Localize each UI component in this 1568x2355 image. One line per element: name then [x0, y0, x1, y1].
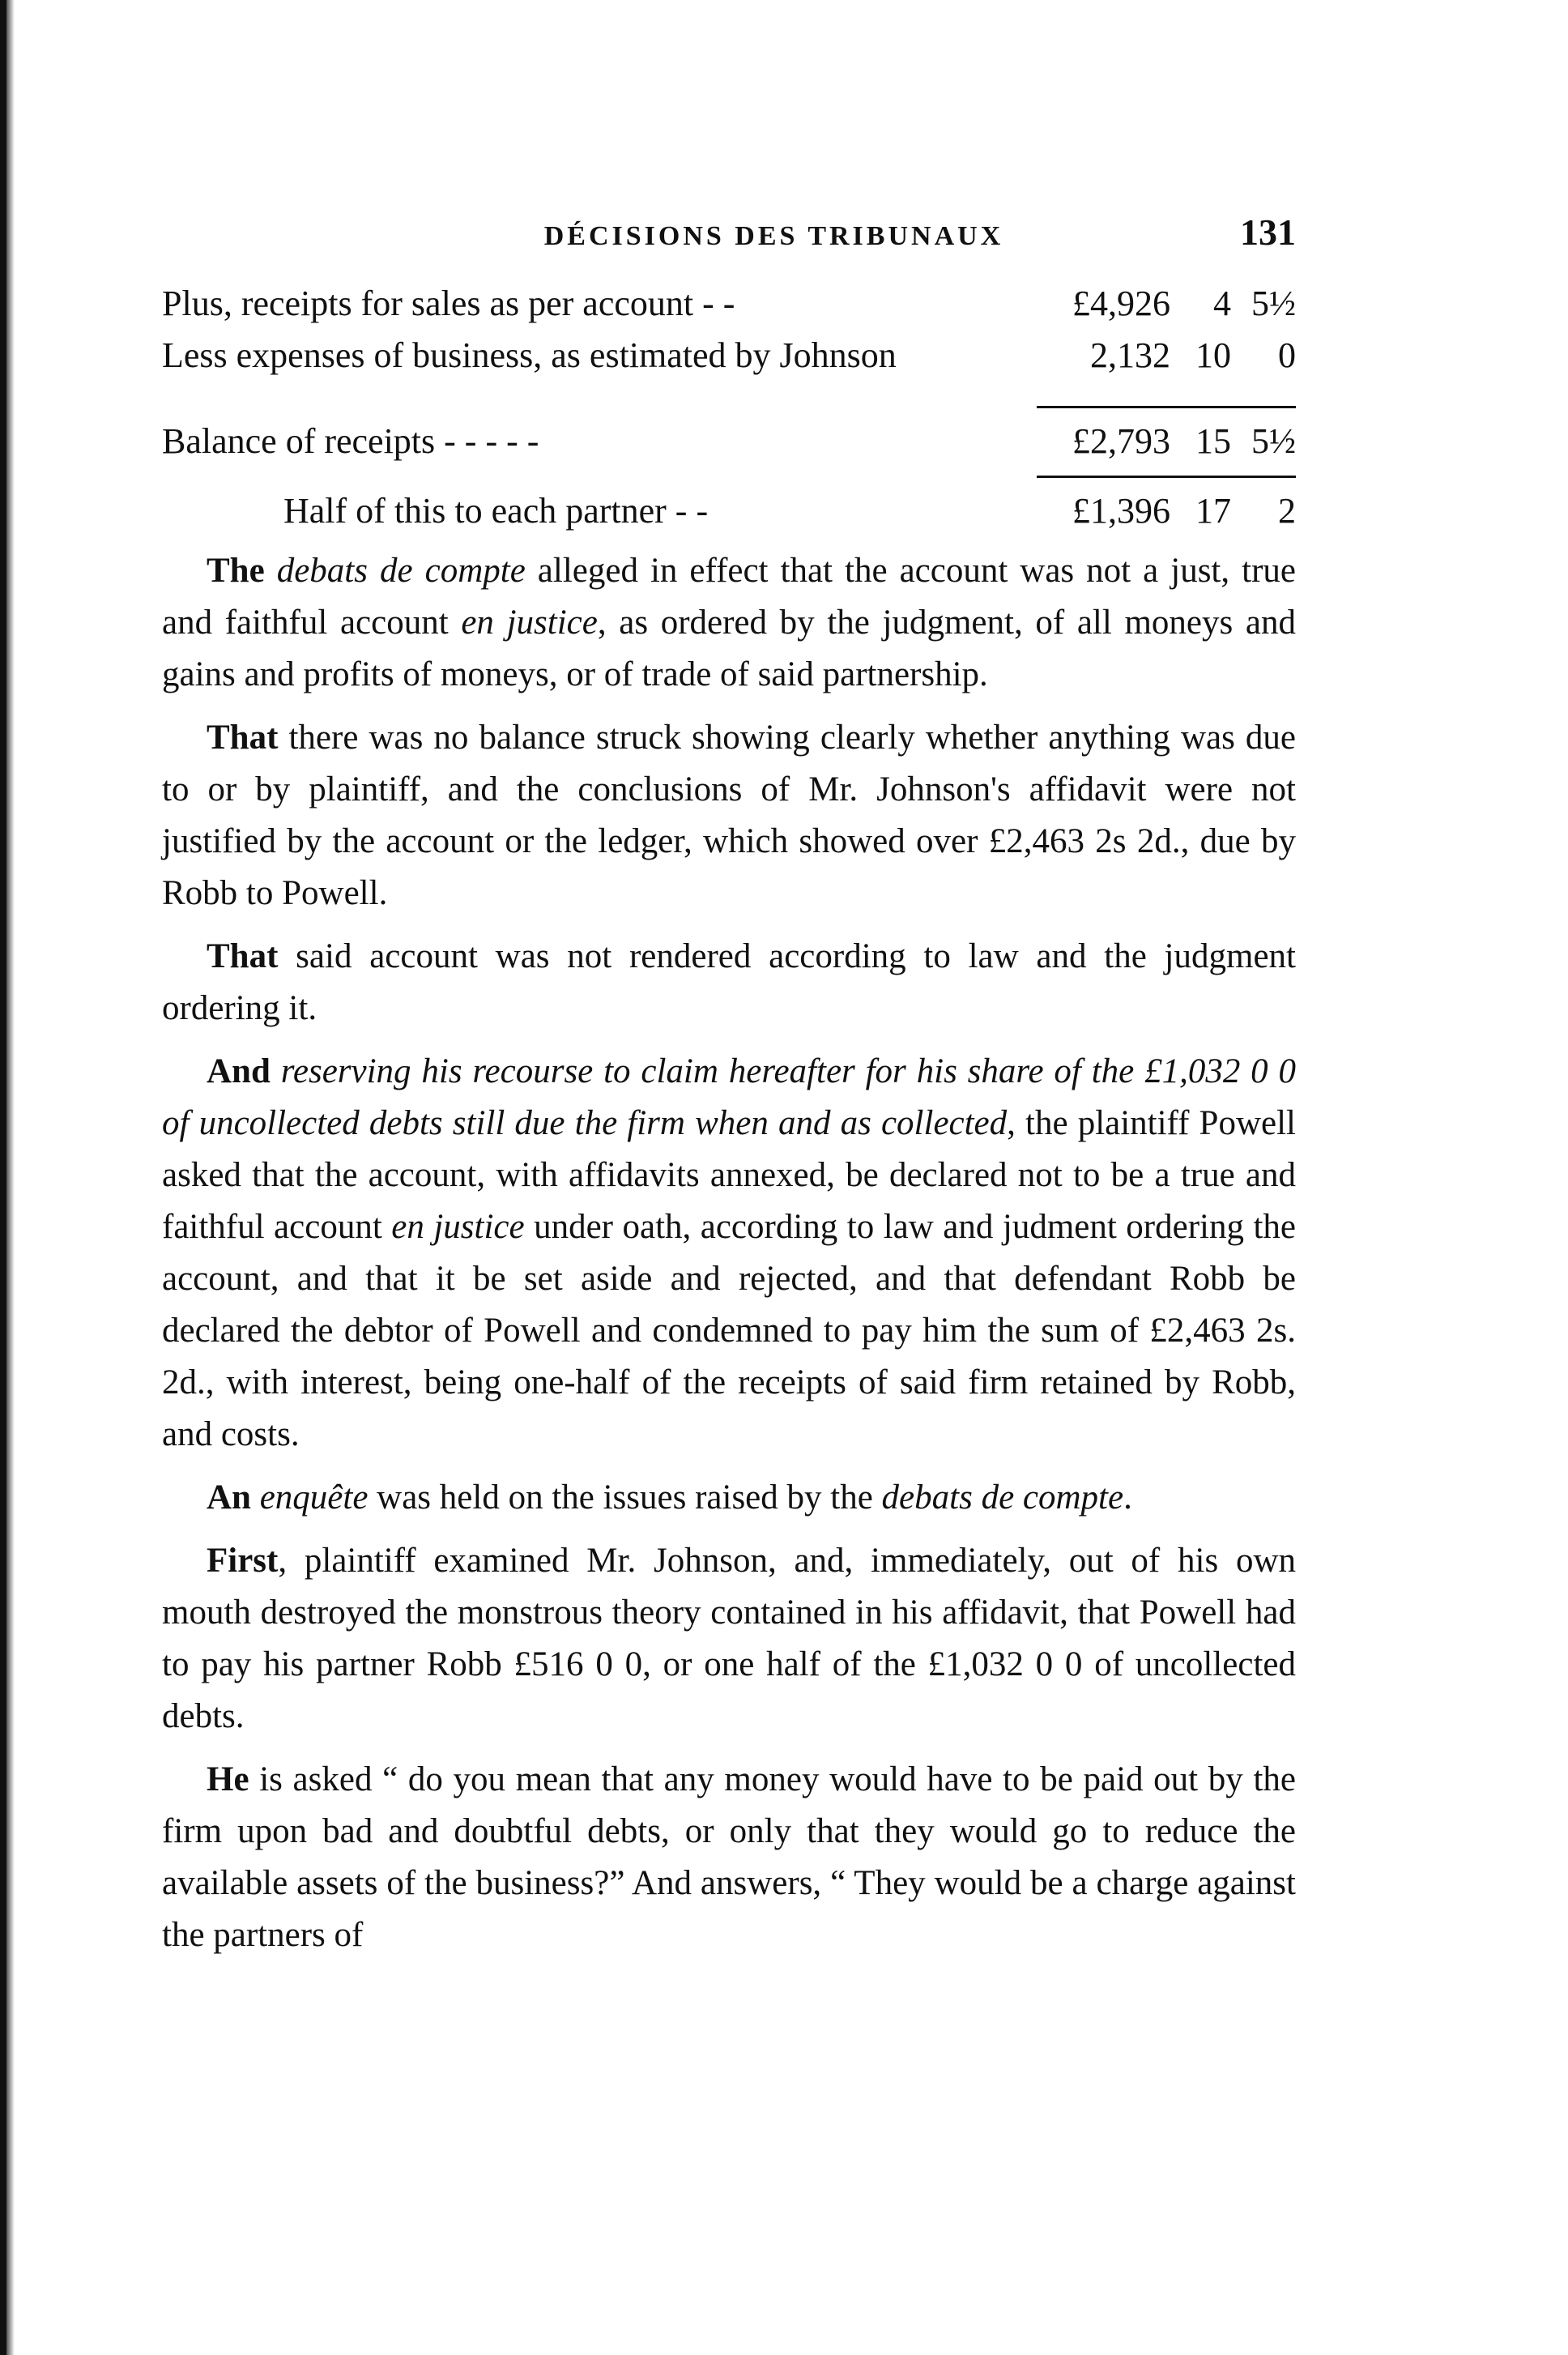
paragraph-text: . [1123, 1478, 1132, 1517]
paragraph-text: is asked “ do you mean that any money would have to be paid out by the firm upon bad and doubtful debts, or only that they would go to reduce the available assets of the business?” And answers, “ They would be a charge against the partners of [162, 1760, 1296, 1954]
paragraph-lead: The [207, 552, 265, 590]
page-number: 131 [1240, 211, 1296, 253]
paragraph-lead: That [207, 719, 279, 757]
paragraph-text: under oath, according to law and judment ordering the account, and that it be set aside and rejected, and that defendant Robb be declared the debtor of Powell and condemned to pay him the sum of £2,463 2s. 2d., with interest, being one-half of the receipts of said firm retained by Robb, and costs. [162, 1208, 1296, 1453]
paragraph-text: , plaintiff examined Mr. Johnson, and, immediately, out of his own mouth destroyed the monstrous theory contained in his affidavit, that Powell had to pay his partner Robb £516 0 0, or one half of the £1,032 0 0 of uncollected debts. [162, 1542, 1296, 1735]
paragraph [162, 712, 1296, 919]
page-binding-edge [0, 0, 6, 2355]
amount-pounds: 2,132 [1090, 335, 1170, 375]
amount-pence: 2 [1278, 491, 1296, 531]
paragraph-italic: en justice [461, 604, 598, 642]
paragraph-text: said account was not rendered according to law and the judgment ordering it. [162, 937, 1296, 1027]
paragraph-text [251, 1478, 260, 1517]
account-row-amount [972, 330, 1296, 382]
paragraph-text [271, 1052, 281, 1090]
amount-shillings: 17 [1195, 491, 1231, 531]
paragraph-text [265, 552, 277, 590]
document-page [162, 211, 1296, 1973]
paragraph-italic: en justice [391, 1208, 525, 1246]
account-row-amount [972, 416, 1296, 467]
amount-shillings: 15 [1195, 421, 1231, 461]
account-row-amount [972, 278, 1296, 330]
paragraph-italic: enquête [259, 1478, 369, 1517]
running-title: DÉCISIONS DES TRIBUNAUX [543, 221, 1004, 251]
paragraph-italic: debats de compte [881, 1478, 1124, 1517]
account-row-label: Half of this to each partner - - [283, 491, 709, 531]
paragraph [162, 931, 1296, 1035]
account-row-amount [972, 485, 1296, 537]
paragraph-italic: debats de compte [276, 552, 526, 590]
paragraph-lead: First [207, 1542, 279, 1580]
account-row [162, 330, 1296, 382]
paragraph-text: was held on the issues raised by the [368, 1478, 882, 1517]
amount-shillings: 4 [1213, 284, 1231, 323]
amount-pounds: £2,793 [1072, 421, 1170, 461]
page-binding-shadow [6, 0, 15, 2355]
paragraph-text: there was no balance struck showing clearly whether anything was due to or by plaintiff, and the conclusions of Mr. Johnson's affidavit were not justified by the account or the ledger, which showed over £2,463 2s 2d., due by Robb to Powell. [162, 719, 1296, 912]
body-text [162, 545, 1296, 1961]
paragraph-text: , as ordered by the judgment, of all moneys and gains and profits of moneys, or of trade of said partnership. [162, 604, 1296, 693]
page-header [162, 211, 1296, 254]
amount-pence: 0 [1278, 335, 1296, 375]
amount-pence: 5½ [1251, 421, 1296, 461]
amount-shillings: 10 [1195, 335, 1231, 375]
paragraph [162, 1046, 1296, 1461]
account-row-label: Plus, receipts for sales as per account - - [162, 284, 735, 323]
paragraph-text: , the plaintiff Powell asked that the account, with affidavits annexed, be declared not to be a true and faithful account [162, 1104, 1296, 1246]
amount-pounds: £4,926 [1072, 284, 1170, 323]
amount-pence: 5½ [1251, 284, 1296, 323]
paragraph-text: alleged in effect that the account was not a just, true and faithful account [162, 552, 1296, 642]
account-row-label: Less expenses of business, as estimated by Johnson [162, 335, 897, 375]
paragraph [162, 1472, 1296, 1524]
paragraph [162, 1535, 1296, 1743]
sum-rule [162, 467, 1296, 485]
paragraph [162, 545, 1296, 701]
account-row [162, 416, 1296, 467]
account-row [162, 485, 1296, 537]
account-row-label: Balance of receipts - - - - - [162, 421, 539, 461]
paragraph-italic: reserving his recourse to claim hereafter for his share of the £1,032 0 0 of uncollected debts still due the firm when and as collected [162, 1052, 1297, 1142]
sum-rule [162, 398, 1296, 416]
paragraph [162, 1754, 1296, 1961]
paragraph-lead: And [207, 1052, 271, 1090]
paragraph-lead: That [207, 937, 279, 975]
account-row [162, 278, 1296, 330]
paragraph-lead: He [207, 1760, 249, 1798]
account-statement [162, 278, 1296, 537]
amount-pounds: £1,396 [1072, 491, 1170, 531]
paragraph-lead: An [207, 1478, 251, 1517]
